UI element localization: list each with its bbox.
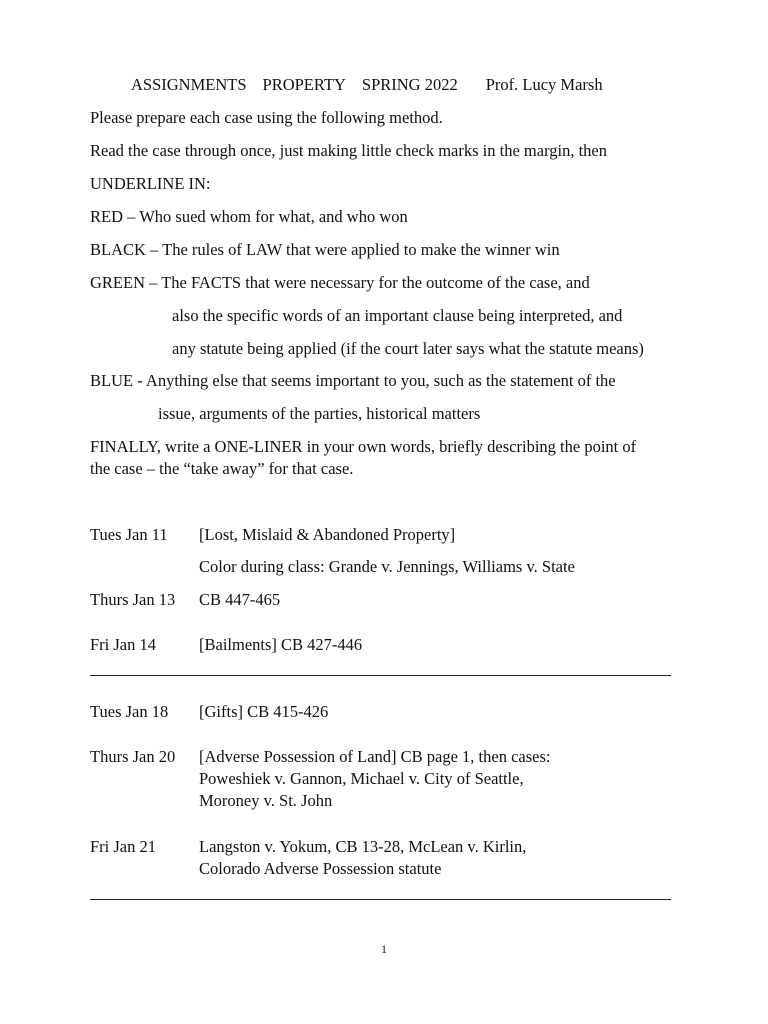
schedule-entry: CB 447-465: [199, 590, 281, 609]
schedule-entry: Color during class: Grande v. Jennings, Williams v. State: [199, 557, 575, 576]
instructions-read: Read the case through once, just making little check marks in the margin, then: [90, 141, 608, 160]
instructions-blue-2: issue, arguments of the parties, historical matters: [158, 404, 481, 423]
instructions-black: BLACK – The rules of LAW that were applied to make the winner win: [90, 240, 560, 259]
schedule-entry: [Gifts] CB 415-426: [199, 702, 329, 721]
schedule-entry: Langston v. Yokum, CB 13-28, McLean v. Kirlin,: [199, 837, 527, 856]
instructions-finally-1: FINALLY, write a ONE-LINER in your own words, briefly describing the point of: [90, 437, 637, 456]
schedule-date: Tues Jan 18: [90, 702, 169, 721]
schedule-entry: Moroney v. St. John: [199, 791, 333, 810]
schedule-entry: [Lost, Mislaid & Abandoned Property]: [199, 525, 456, 544]
schedule-date: Tues Jan 11: [90, 525, 168, 544]
schedule-entry: [Adverse Possession of Land] CB page 1, then cases:: [199, 747, 551, 766]
document-title: [131, 75, 603, 95]
instructions-green-2: also the specific words of an important clause being interpreted, and: [172, 306, 623, 325]
instructions-red: RED – Who sued whom for what, and who won: [90, 207, 408, 226]
title-term: SPRING 2022: [361, 75, 458, 94]
title-assignments: ASSIGNMENTS: [131, 75, 247, 94]
schedule-date: Thurs Jan 13: [90, 590, 176, 609]
schedule-date: Fri Jan 21: [90, 837, 156, 856]
week-divider: [90, 899, 671, 900]
title-professor: Prof. Lucy Marsh: [485, 75, 603, 94]
schedule-entry: Colorado Adverse Possession statute: [199, 859, 442, 878]
week-divider: [90, 675, 671, 676]
instructions-intro: Please prepare each case using the following method.: [90, 108, 443, 127]
schedule-entry: [Bailments] CB 427-446: [199, 635, 363, 654]
instructions-green-3: any statute being applied (if the court later says what the statute means): [172, 339, 644, 358]
title-course: PROPERTY: [262, 75, 346, 94]
instructions-green-1: GREEN – The FACTS that were necessary for the outcome of the case, and: [90, 273, 590, 292]
instructions-blue-1: BLUE - Anything else that seems important to you, such as the statement of the: [90, 371, 616, 390]
page-number: 1: [381, 942, 387, 956]
schedule-date: Fri Jan 14: [90, 635, 156, 654]
instructions-underline-heading: UNDERLINE IN:: [90, 174, 211, 193]
schedule-date: Thurs Jan 20: [90, 747, 176, 766]
instructions-finally-2: the case – the “take away” for that case.: [90, 459, 354, 478]
schedule-entry: Poweshiek v. Gannon, Michael v. City of Seattle,: [199, 769, 524, 788]
